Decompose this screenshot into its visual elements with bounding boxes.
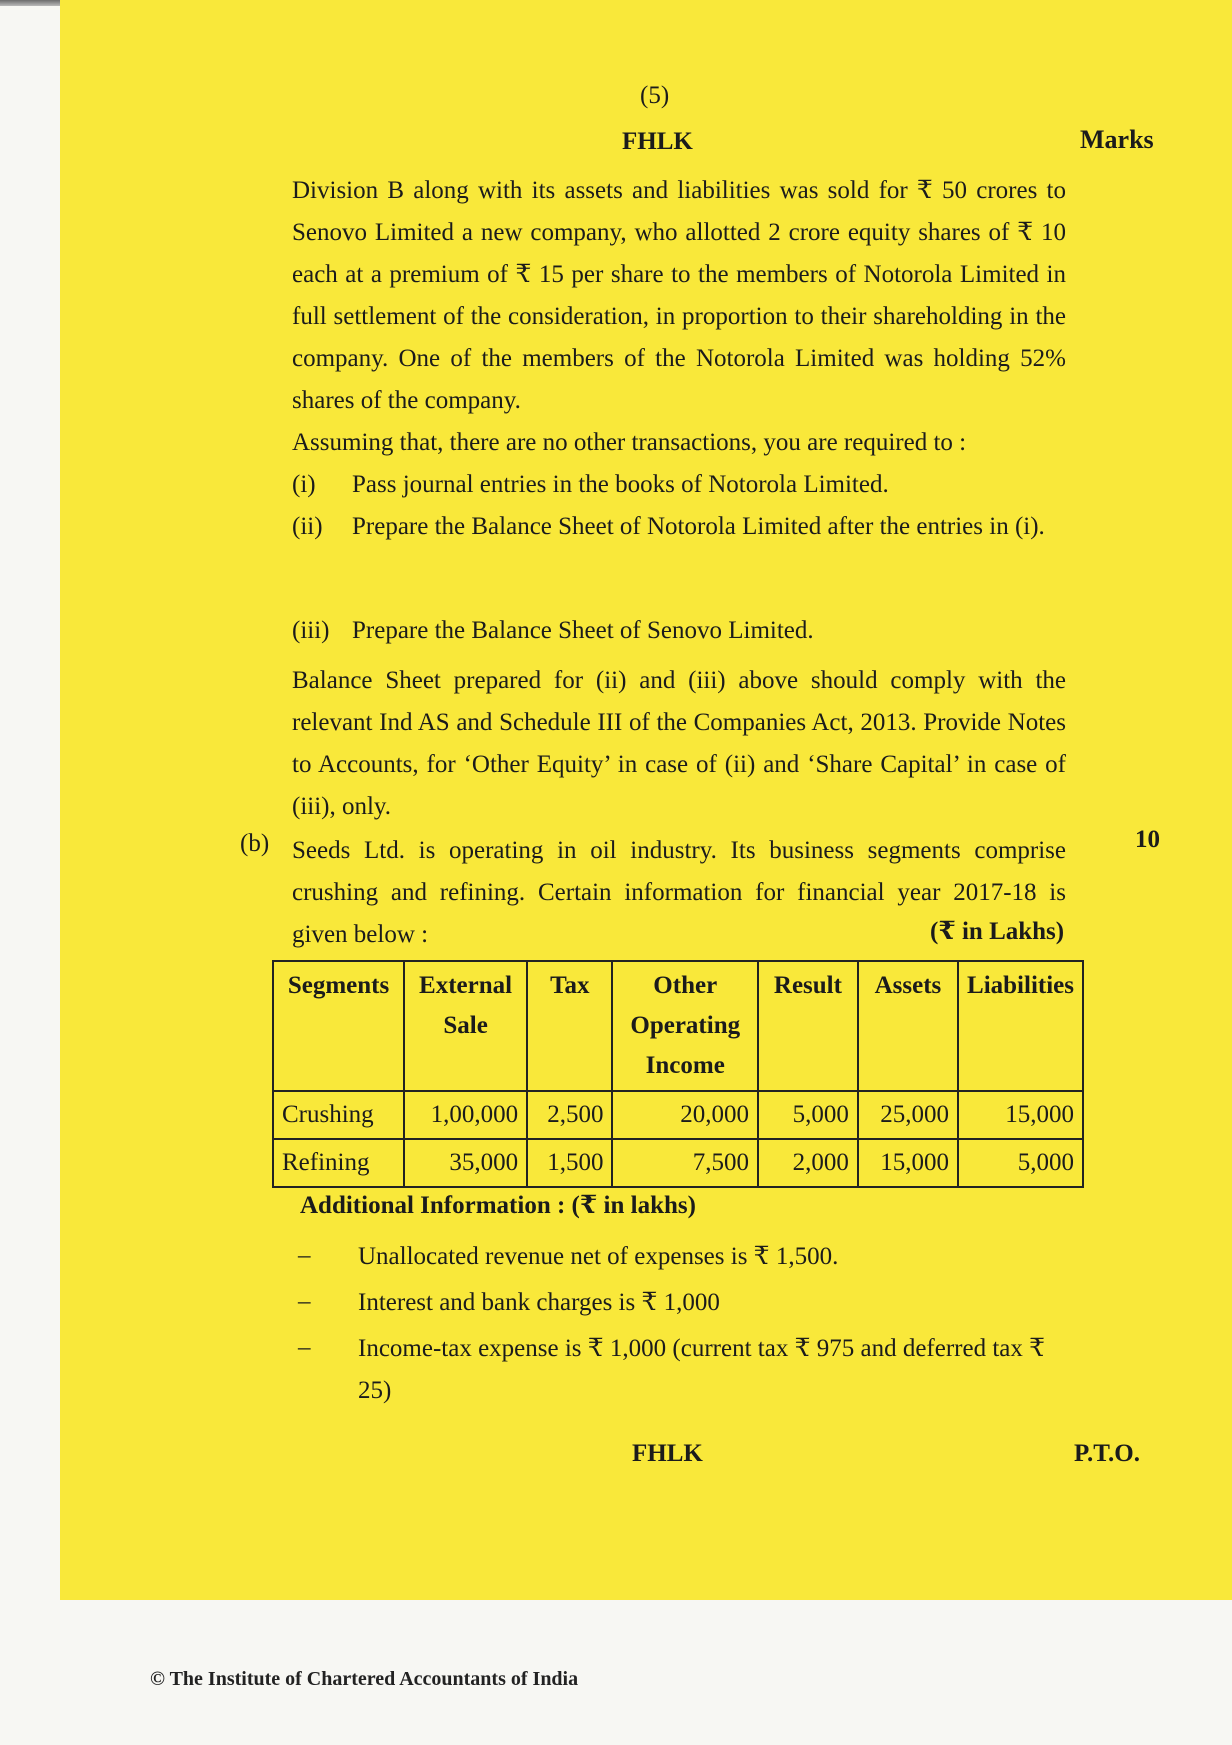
segment-table: [272, 960, 1084, 1188]
marks-column-heading: Marks: [1080, 125, 1154, 154]
table-cell: 7,500: [612, 1139, 758, 1187]
task-text: Pass journal entries in the books of Notorola Limited.: [352, 471, 889, 498]
task-number: (i): [292, 471, 316, 498]
table-row: [273, 1139, 1083, 1187]
table-cell: 15,000: [858, 1139, 958, 1187]
table-cell: 20,000: [612, 1091, 758, 1139]
column-header: Assets: [858, 961, 958, 1091]
table-header-row: [273, 961, 1083, 1091]
table-cell: Refining: [273, 1139, 404, 1187]
intro-paragraph: Division B along with its assets and liabilities was sold for ₹ 50 crores to Senovo Limited a new company, who allotted 2 crore equity shares of ₹ 10 each at a premium of ₹ 15 per share to the members of Notorola Limited in full settlement of the consideration, in proportion to their shareholding in the company. One of the members of the Notorola Limited was holding 52% shares of the company.: [292, 177, 1066, 414]
task-number: (iii): [292, 617, 330, 644]
table-cell: 2,000: [758, 1139, 858, 1187]
dash-bullet: –: [298, 1334, 311, 1361]
dash-bullet: –: [298, 1288, 311, 1315]
table-cell: 1,500: [527, 1139, 612, 1187]
additional-info-heading: Additional Information : (₹ in lakhs): [300, 1192, 696, 1219]
table-cell: 5,000: [958, 1139, 1083, 1187]
part-b-marks: 10: [1135, 826, 1160, 853]
task-text: Prepare the Balance Sheet of Notorola Limited after the entries in (i).: [352, 513, 1045, 540]
additional-info-item: Income-tax expense is ₹ 1,000 (current tax ₹ 975 and deferred tax ₹ 25): [358, 1335, 1046, 1404]
page-number: (5): [640, 82, 670, 109]
pto-label: P.T.O.: [1074, 1440, 1140, 1467]
task-item: [0, 506, 1232, 590]
paper-code-footer: FHLK: [632, 1440, 703, 1467]
column-header: Result: [758, 961, 858, 1091]
table-unit-note: (₹ in Lakhs): [930, 918, 1065, 945]
assuming-line: Assuming that, there are no other transactions, you are required to :: [292, 429, 967, 456]
task-text: Prepare the Balance Sheet of Senovo Limited.: [352, 617, 814, 644]
table-cell: 2,500: [527, 1091, 612, 1139]
column-header: Liabilities: [958, 961, 1083, 1091]
table-row: [273, 1091, 1083, 1139]
task-item: [0, 610, 1232, 652]
table-cell: 1,00,000: [404, 1091, 527, 1139]
table-cell: 35,000: [404, 1139, 527, 1187]
table-cell: 15,000: [958, 1091, 1083, 1139]
additional-info-item: Interest and bank charges is ₹ 1,000: [358, 1289, 720, 1316]
additional-info-item: Unallocated revenue net of expenses is ₹ 1,500.: [358, 1243, 839, 1270]
copyright-notice: © The Institute of Chartered Accountants of India: [150, 1668, 579, 1690]
table-cell: 25,000: [858, 1091, 958, 1139]
column-header: Segments: [273, 961, 404, 1091]
task-number: (ii): [292, 513, 323, 540]
task-item: [0, 464, 1232, 506]
paper-code-header: FHLK: [622, 128, 693, 155]
table-cell: 5,000: [758, 1091, 858, 1139]
column-header: Tax: [527, 961, 612, 1091]
balance-sheet-instructions: Balance Sheet prepared for (ii) and (iii) above should comply with the relevant Ind AS and Schedule III of the Companies Act, 2013. Provide Notes to Accounts, for ‘Other Equity’ in case of (ii) and ‘Share Capital’ in case of (iii), only.: [292, 667, 1066, 820]
table-cell: Crushing: [273, 1091, 404, 1139]
part-b-label: (b): [240, 830, 270, 857]
part-b-question: Seeds Ltd. is operating in oil industry. Its business segments comprise crushing and refining. Certain information for financial year 2017-18 is given below :: [292, 837, 1066, 948]
dash-bullet: –: [298, 1242, 311, 1269]
column-header: Other Operating Income: [612, 961, 758, 1091]
column-header: External Sale: [404, 961, 527, 1091]
